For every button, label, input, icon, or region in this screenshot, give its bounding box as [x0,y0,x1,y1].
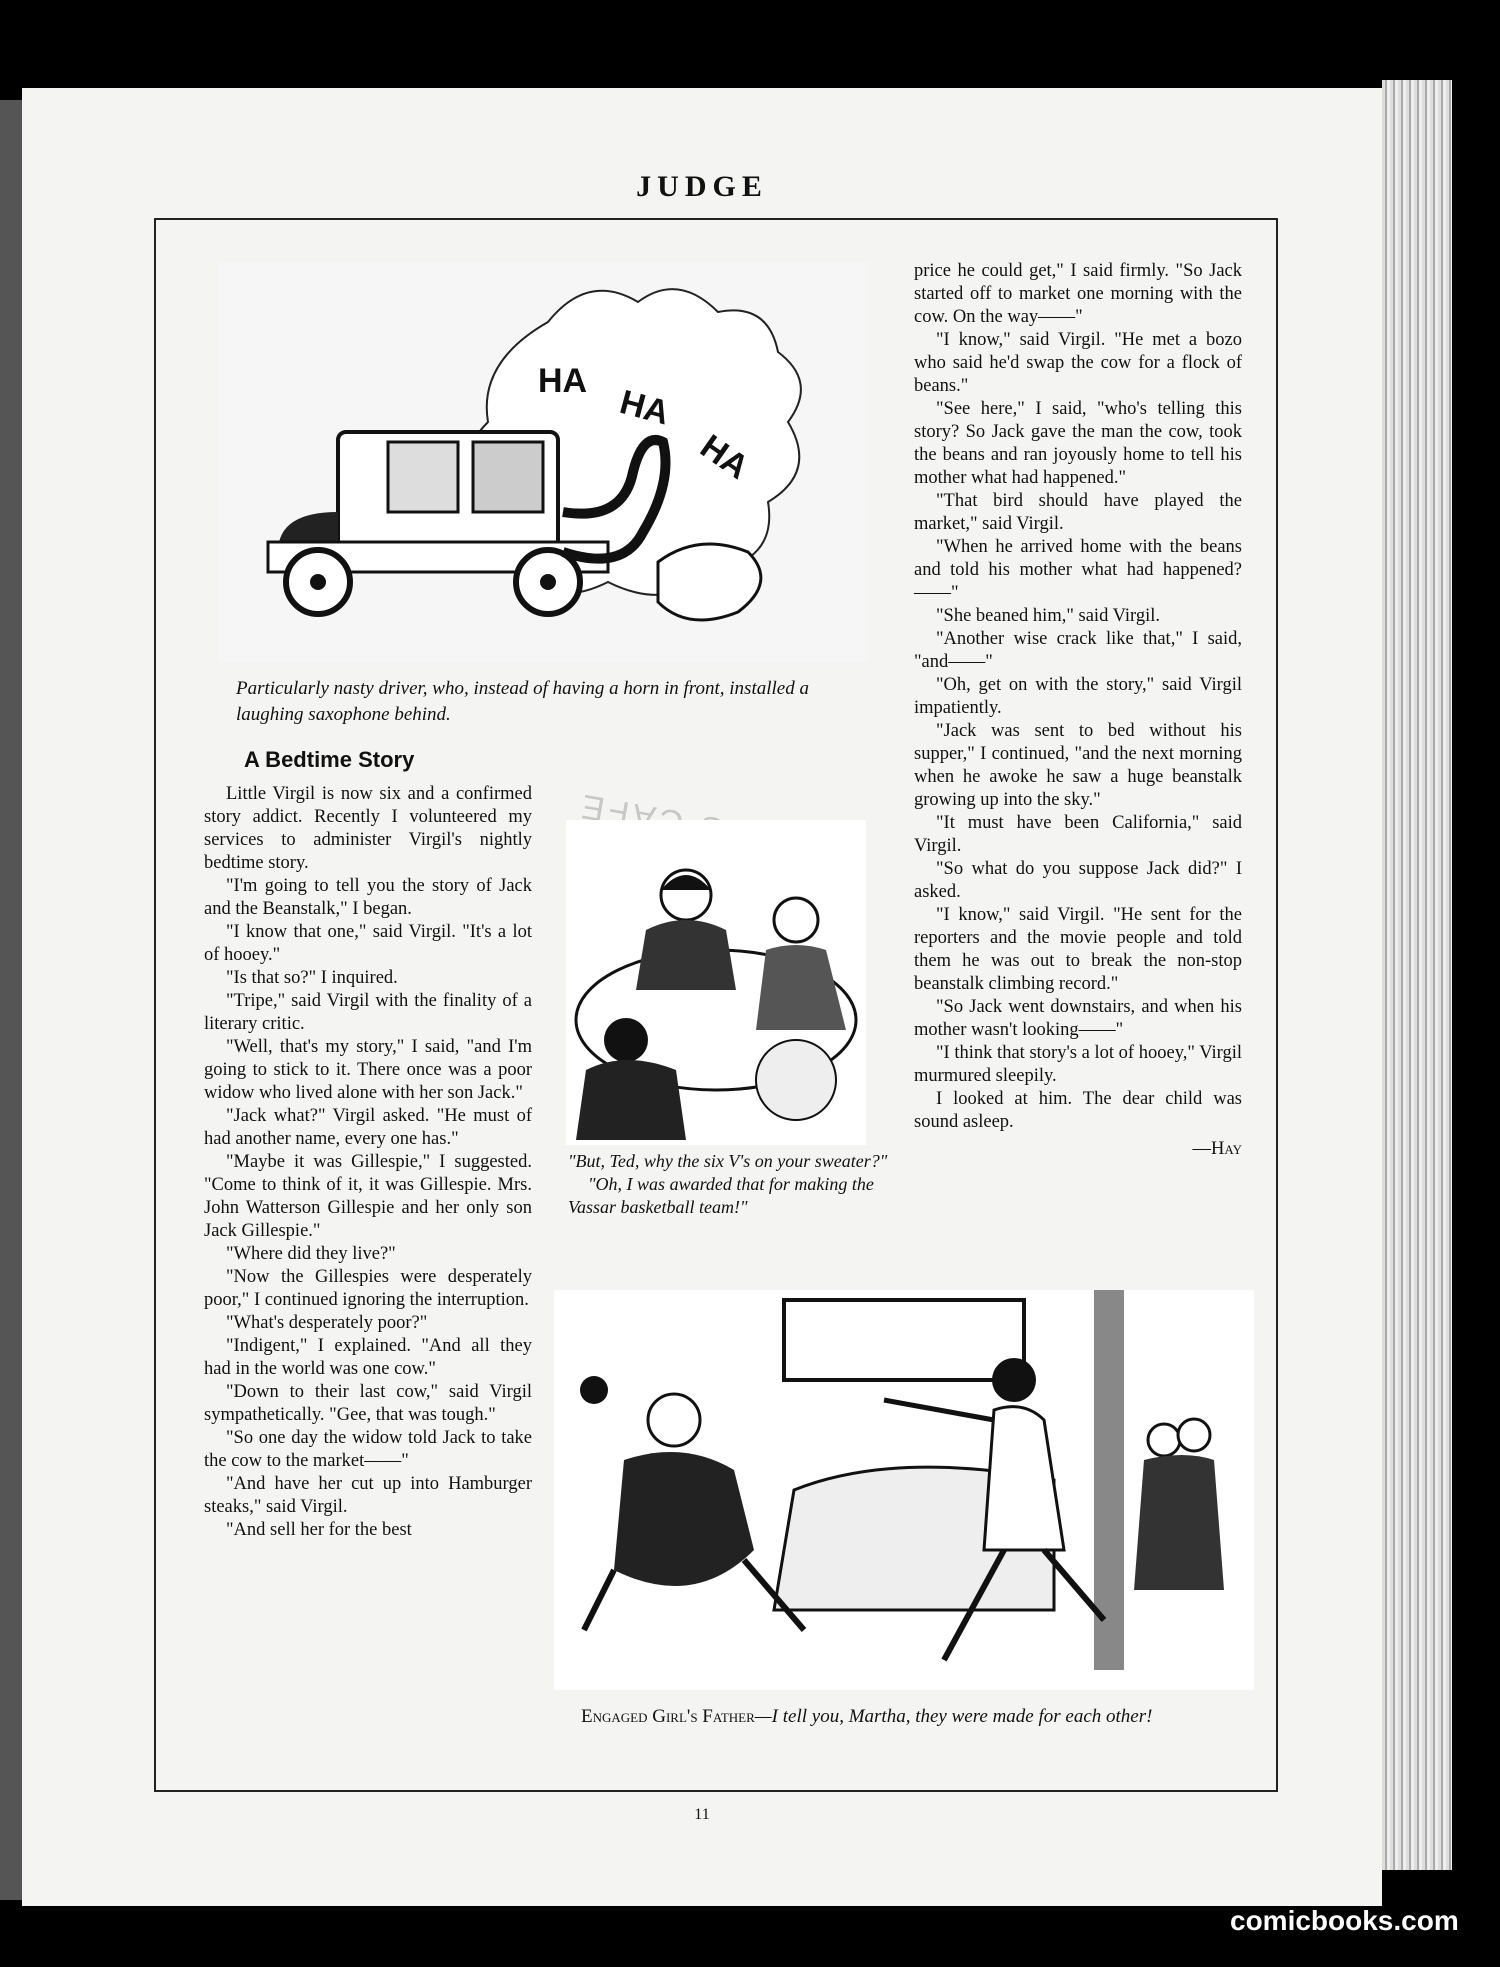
story-para: "Indigent," I explained. "And all they had in the world was one cow." [204,1336,532,1379]
site-watermark: comicbooks.com [1230,1905,1459,1936]
story-para: "I know that one," said Virgil. "It's a lot of hooey." [204,922,532,965]
story-para: "Now the Gillespies were desperately poor," I continued ignoring the interruption. [204,1267,532,1310]
father-cartoon [554,1290,1254,1690]
story-title: A Bedtime Story [244,747,415,772]
story-para: "Maybe it was Gillespie," I suggested. "Come to think of it, it was Gillespie. Mrs. John Watterson Gillespie and her only son Jack Gillespie." [204,1152,532,1241]
story-para: "Oh, get on with the story," said Virgil impatiently. [914,675,1242,718]
story-para: "That bird should have played the market," said Virgil. [914,491,1242,534]
story-para: "Tripe," said Virgil with the finality of a literary critic. [204,991,532,1034]
story-para: "So what do you suppose Jack did?" I asked. [914,859,1242,902]
story-para: "She beaned him," said Virgil. [936,606,1160,626]
father-drawing [554,1290,1254,1690]
cafe-caption [568,1150,888,1219]
author-signature: —Hay [1192,1139,1242,1159]
story-para: "What's desperately poor?" [226,1313,428,1333]
ha-text-2: HA [615,383,674,433]
story-para: Little Virgil is now six and a confirmed story addict. Recently I volunteered my services to administer Virgil's nightly bedtime story. [204,784,532,873]
father-caption-speaker: Engaged Girl's Father [581,1706,755,1727]
ha-text-1: HA [538,362,588,400]
story-para: "Another wise crack like that," I said, "and——" [914,629,1242,672]
story-para: price he could get," I said firmly. "So Jack started off to market one morning with the cow. On the way——" [914,261,1242,327]
story-para: "I'm going to tell you the story of Jack and the Beanstalk," I began. [204,876,532,919]
ha-text-3: HA [693,427,756,487]
car-drawing [218,262,868,662]
father-caption [581,1704,1221,1730]
cafe-caption-line: "Oh, I was awarded that for making the Vassar basketball team!" [568,1174,874,1217]
car-cartoon [218,262,868,662]
story-para: "Is that so?" I inquired. [226,968,398,988]
story-para: "Well, that's my story," I said, "and I'm going to stick to it. There once was a poor widow who lived alone with her son Jack." [204,1037,532,1103]
binding-edge [0,100,22,1900]
story-para: "So Jack went downstairs, and when his mother wasn't looking——" [914,997,1242,1040]
story-para: "Jack what?" Virgil asked. "He must of had another name, every one has." [204,1106,532,1149]
story-para: "Down to their last cow," said Virgil sympathetically. "Gee, that was tough." [204,1382,532,1425]
car-caption: Particularly nasty driver, who, instead of having a horn in front, installed a laughing saxophone behind. [236,678,809,725]
story-column-1 [204,748,532,1542]
story-para: "It must have been California," said Virgil. [914,813,1242,856]
story-para: "Jack was sent to bed without his supper," I continued, "and the next morning when he awoke he saw a huge beanstalk growing up into the sky." [914,721,1242,810]
story-para: "When he arrived home with the beans and told his mother what had happened?——" [914,537,1242,603]
story-para: "And have her cut up into Hamburger steaks," said Virgil. [204,1474,532,1517]
page-number: 11 [694,1806,710,1823]
story-para: "See here," I said, "who's telling this story? So Jack gave the man the cow, took the beans and ran joyously home to tell his mother what had happened." [914,399,1242,488]
magazine-page [22,88,1382,1906]
story-para: "I know," said Virgil. "He met a bozo who said he'd swap the cow for a flock of beans." [914,330,1242,396]
story-para: "I know," said Virgil. "He sent for the reporters and the movie people and told them he was out to break the non-stop beanstalk climbing record." [914,905,1242,994]
story-para: "And sell her for the best [226,1520,412,1540]
father-caption-text: —I tell you, Martha, they were made for each other! [754,1706,1153,1727]
story-para: "I think that story's a lot of hooey," Virgil murmured sleepily. [914,1043,1242,1086]
cafe-drawing [566,820,866,1145]
story-column-3 [914,260,1242,1161]
story-para: "So one day the widow told Jack to take the cow to the market——" [204,1428,532,1471]
story-para: I looked at him. The dear child was sound asleep. [914,1089,1242,1132]
cafe-cartoon [566,820,866,1145]
story-para: "Where did they live?" [226,1244,396,1264]
page-stack-edge [1382,80,1452,1870]
running-head: JUDGE [636,170,768,203]
cafe-caption-line: "But, Ted, why the six V's on your sweater?" [568,1151,888,1171]
content-frame [154,218,1278,1792]
